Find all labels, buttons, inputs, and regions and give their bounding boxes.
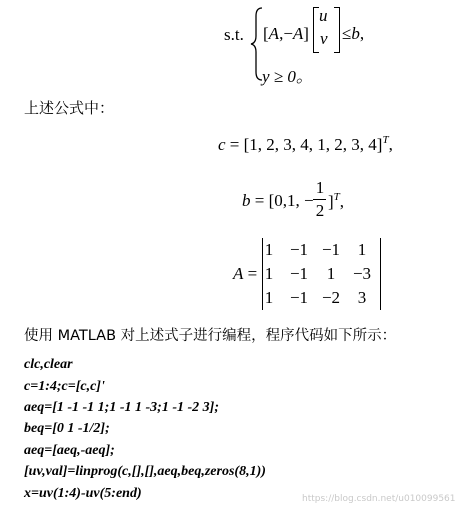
A-cell: 1 (326, 264, 336, 283)
v-var: v (320, 29, 328, 48)
st-label: s.t. (224, 25, 244, 44)
A-cell: −3 (352, 264, 372, 283)
code-line: aeq=[aeq,-aeq]; (24, 443, 115, 458)
A-cell: 1 (264, 264, 274, 283)
A-cell: 3 (357, 288, 367, 307)
le-b: ≤b, (342, 24, 365, 43)
usage-text: 使用 MATLAB 对上述式子进行编程，程序代码如下所示： (24, 328, 397, 344)
code-line: [uv,val]=linprog(c,[],[],aeq,beq,zeros(8,1)) (24, 464, 266, 479)
A-cell: −1 (289, 240, 309, 259)
c-equation: c = [1, 2, 3, 4, 1, 2, 3, 4]$^T$, (218, 134, 393, 154)
code-line: beq=[0 1 -1/2]; (24, 421, 110, 436)
A-cell: −1 (321, 240, 341, 259)
uv-bracket-right (334, 7, 340, 53)
A-cell: −1 (289, 264, 309, 283)
A-cell: 1 (264, 288, 274, 307)
A-cell: −2 (321, 288, 341, 307)
fraction-line (313, 199, 326, 200)
A-cell: 1 (264, 240, 274, 259)
A-cell: −1 (289, 288, 309, 307)
code-line: aeq=[1 -1 -1 1;1 -1 1 -3;1 -1 -2 3]; (24, 400, 219, 415)
matrix-AminusA: [A,−A] (263, 24, 309, 43)
watermark: https://blog.csdn.net/u010099561 (302, 494, 456, 504)
intro-text: 上述公式中： (24, 99, 115, 117)
fraction-den: 2 (315, 201, 325, 220)
A-cell: 1 (357, 240, 367, 259)
u-var: u (319, 6, 328, 25)
fraction-num: 1 (315, 178, 325, 197)
y-nonneg: y ≥ 0。 (262, 67, 313, 86)
code-line: c=1:4;c=[c,c]' (24, 379, 105, 394)
A-bar-right (380, 238, 381, 310)
code-line: x=uv(1:4)-uv(5:end) (24, 486, 142, 501)
code-line: clc,clear (24, 357, 73, 372)
